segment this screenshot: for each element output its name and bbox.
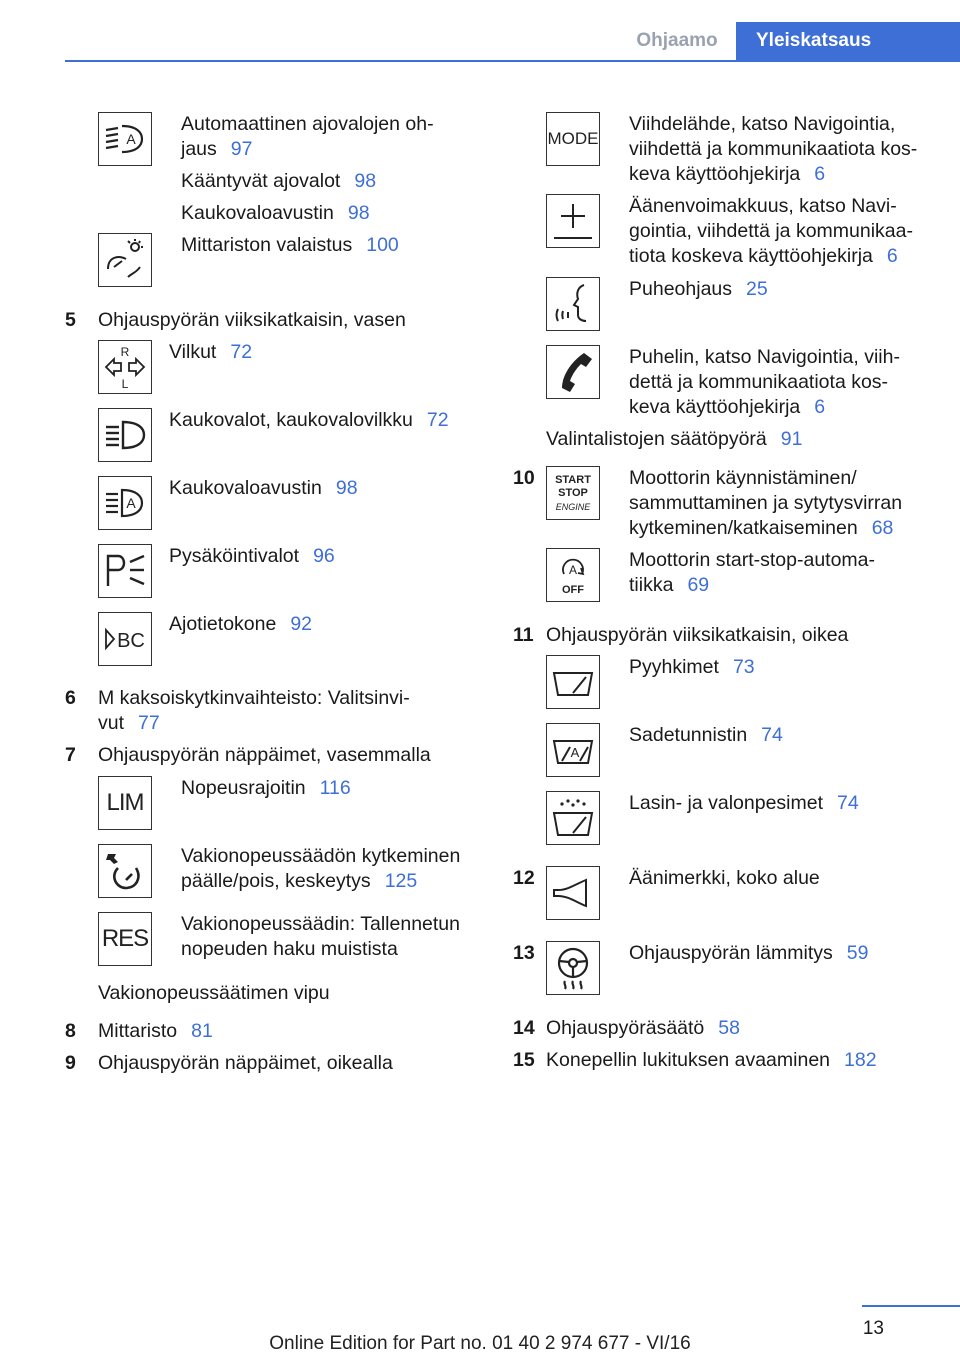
highbeam-assist-label-a: Kaukovaloavustin 98 xyxy=(181,202,370,224)
item-13-number: 13 xyxy=(513,942,535,964)
voice-control-icon xyxy=(546,277,600,331)
turn-signals-page-link[interactable]: 72 xyxy=(230,341,253,363)
board-computer-text: BC xyxy=(117,630,145,652)
item-14-number: 14 xyxy=(513,1017,535,1039)
turn-signal-icon xyxy=(98,340,152,394)
highbeam-assist-page-link-b[interactable]: 98 xyxy=(335,477,358,499)
cornering-label: Kääntyvät ajovalot 98 xyxy=(181,170,377,192)
item-13-label: Ohjauspyörän lämmitys 59 xyxy=(629,942,869,964)
res-icon xyxy=(98,912,152,966)
item-15-page-link[interactable]: 182 xyxy=(844,1049,877,1071)
footer-rule xyxy=(862,1305,960,1307)
cruise-control-icon xyxy=(98,844,152,898)
wheel-label: Valintalistojen säätöpyörä 91 xyxy=(546,428,803,450)
item-9-number: 9 xyxy=(65,1052,76,1074)
instrument-lighting-page-link[interactable]: 100 xyxy=(366,234,399,256)
item-7-label: Ohjauspyörän näppäimet, vasemmalla xyxy=(98,744,431,766)
instrument-lighting-icon xyxy=(98,233,152,287)
lim-text: LIM xyxy=(106,789,144,816)
wipers-page-link[interactable]: 73 xyxy=(732,656,755,678)
mode-label: Viihdelähde, katso Navigointia, viihdettä ja kommunikaatiota kos- keva käyttöohjekirja 6 xyxy=(629,113,918,185)
parking-lights-page-link[interactable]: 96 xyxy=(313,545,335,567)
turn-signal-l: L xyxy=(121,377,129,390)
item-5-number: 5 xyxy=(65,309,76,331)
highbeam-assist-icon xyxy=(98,476,152,530)
washers-page-link[interactable]: 74 xyxy=(837,792,859,814)
item-13-page-link[interactable]: 59 xyxy=(846,942,869,964)
auto-start-stop-icon xyxy=(546,548,600,602)
item-12-label: Äänimerkki, koko alue xyxy=(629,867,820,889)
start-text: START xyxy=(555,474,591,486)
volume-label: Äänenvoimakkuus, katso Navi- gointia, viihdettä ja kommunikaa- tiota koskeva käyttöohjekirja 6 xyxy=(629,195,913,267)
high-beams-label: Kaukovalot, kaukovalovilkku 72 xyxy=(169,409,449,431)
item-6-label: M kaksoiskytkinvaihteisto: Valitsinvi- vut 77 xyxy=(98,687,410,734)
volume-icon xyxy=(546,194,600,248)
washer-icon xyxy=(546,791,600,845)
item-15-label: Konepellin lukituksen avaaminen 182 xyxy=(546,1049,877,1071)
turn-signals-label: Vilkut 72 xyxy=(169,341,253,363)
highbeam-assist-page-link-a[interactable]: 98 xyxy=(347,202,370,224)
wipers-label: Pyyhkimet 73 xyxy=(629,656,755,678)
phone-icon xyxy=(546,345,600,399)
item-8-label: Mittaristo 81 xyxy=(98,1020,213,1042)
highbeam-assist-letter: A xyxy=(126,495,136,511)
horn-icon xyxy=(546,866,600,920)
item-7-number: 7 xyxy=(65,744,76,766)
limiter-label: Nopeusrajoitin 116 xyxy=(181,777,351,799)
item-14-label: Ohjauspyöräsäätö 58 xyxy=(546,1017,740,1039)
parking-lights-label: Pysäköintivalot 96 xyxy=(169,545,335,567)
cruise-onoff-label: Vakionopeussäädön kytkeminen päälle/pois, keskeytys 125 xyxy=(181,845,461,892)
auto-start-stop-off: OFF xyxy=(562,584,584,596)
turn-signal-r: R xyxy=(120,345,130,359)
phone-label: Puhelin, katso Navigointia, viih- dettä ja kommunikaatiota kos- keva käyttöohjekirja 6 xyxy=(629,346,900,418)
rain-sensor-page-link[interactable]: 74 xyxy=(761,724,783,746)
wipers-icon xyxy=(546,655,600,709)
item-15-number: 15 xyxy=(513,1049,535,1071)
voice-label: Puheohjaus 25 xyxy=(629,278,768,300)
wheel-page-link[interactable]: 91 xyxy=(780,428,803,450)
cruise-onoff-page-link[interactable]: 125 xyxy=(384,870,418,892)
item-14-page-link[interactable]: 58 xyxy=(718,1017,740,1039)
item-10-label: Moottorin käynnistäminen/ sammuttaminen ja sytytysvirran kytkeminen/katkaiseminen 68 xyxy=(629,467,903,539)
auto-headlight-icon-letter: A xyxy=(126,131,136,147)
chapter-tab[interactable]: Yleiskatsaus xyxy=(736,22,960,60)
cruise-lever-label: Vakionopeussäätimen vipu xyxy=(98,982,330,1004)
mode-text: MODE xyxy=(547,129,599,148)
startstop-label: Moottorin start-stop-automa- tiikka 69 xyxy=(629,549,876,596)
item-10-page-link[interactable]: 68 xyxy=(871,517,894,539)
cornering-page-link[interactable]: 98 xyxy=(354,170,377,192)
steering-heat-icon xyxy=(546,941,600,995)
item-8-page-link[interactable]: 81 xyxy=(191,1020,213,1042)
rain-sensor-icon xyxy=(546,723,600,777)
volume-page-link[interactable]: 6 xyxy=(886,245,898,267)
start-stop-icon xyxy=(546,466,600,520)
limiter-page-link[interactable]: 116 xyxy=(319,777,351,799)
mode-page-link[interactable]: 6 xyxy=(814,163,826,185)
highbeam-assist-label-b: Kaukovaloavustin 98 xyxy=(169,477,358,499)
lim-icon xyxy=(98,776,152,830)
item-11-label: Ohjauspyörän viiksikatkaisin, oikea xyxy=(546,624,849,646)
item-6-page-link[interactable]: 77 xyxy=(138,712,160,734)
auto-headlight-icon xyxy=(98,112,152,166)
stop-text: STOP xyxy=(558,487,588,499)
section-tab[interactable]: Ohjaamo xyxy=(636,30,718,51)
high-beams-page-link[interactable]: 72 xyxy=(426,409,449,431)
res-text: RES xyxy=(101,925,149,952)
header-rule xyxy=(65,60,960,62)
rain-sensor-a: A xyxy=(570,745,580,760)
washers-label: Lasin- ja valonpesimet 74 xyxy=(629,792,859,814)
voice-page-link[interactable]: 25 xyxy=(746,278,768,300)
rain-sensor-label: Sadetunnistin 74 xyxy=(629,724,783,746)
item-12-number: 12 xyxy=(513,867,535,889)
instrument-lighting-label: Mittariston valaistus 100 xyxy=(181,234,399,256)
cruise-resume-label: Vakionopeussäädin: Tallennetun nopeuden haku muistista xyxy=(181,913,460,960)
auto-start-stop-a: A xyxy=(568,563,578,577)
page-number: 13 xyxy=(862,1318,884,1339)
item-9-label: Ohjauspyörän näppäimet, oikealla xyxy=(98,1052,393,1074)
board-computer-icon xyxy=(98,612,152,666)
item-8-number: 8 xyxy=(65,1020,76,1042)
computer-page-link[interactable]: 92 xyxy=(290,613,313,635)
item-11-number: 11 xyxy=(513,624,534,646)
mode-icon xyxy=(546,112,600,166)
engine-text: ENGINE xyxy=(555,502,591,512)
footer-text: Online Edition for Part no. 01 40 2 974 677 - VI/16 xyxy=(269,1333,691,1354)
item-10-number: 10 xyxy=(513,467,535,489)
auto-headlight-page-link[interactable]: 97 xyxy=(230,138,253,160)
high-beam-icon xyxy=(98,408,152,462)
item-6-number: 6 xyxy=(65,687,76,709)
item-5-label: Ohjauspyörän viiksikatkaisin, vasen xyxy=(98,309,406,331)
phone-page-link[interactable]: 6 xyxy=(814,396,826,418)
computer-label: Ajotietokone 92 xyxy=(169,613,313,635)
parking-lights-icon xyxy=(98,544,152,598)
startstop-page-link[interactable]: 69 xyxy=(687,574,710,596)
auto-headlight-label: Automaattinen ajovalojen oh- jaus 97 xyxy=(181,113,434,160)
